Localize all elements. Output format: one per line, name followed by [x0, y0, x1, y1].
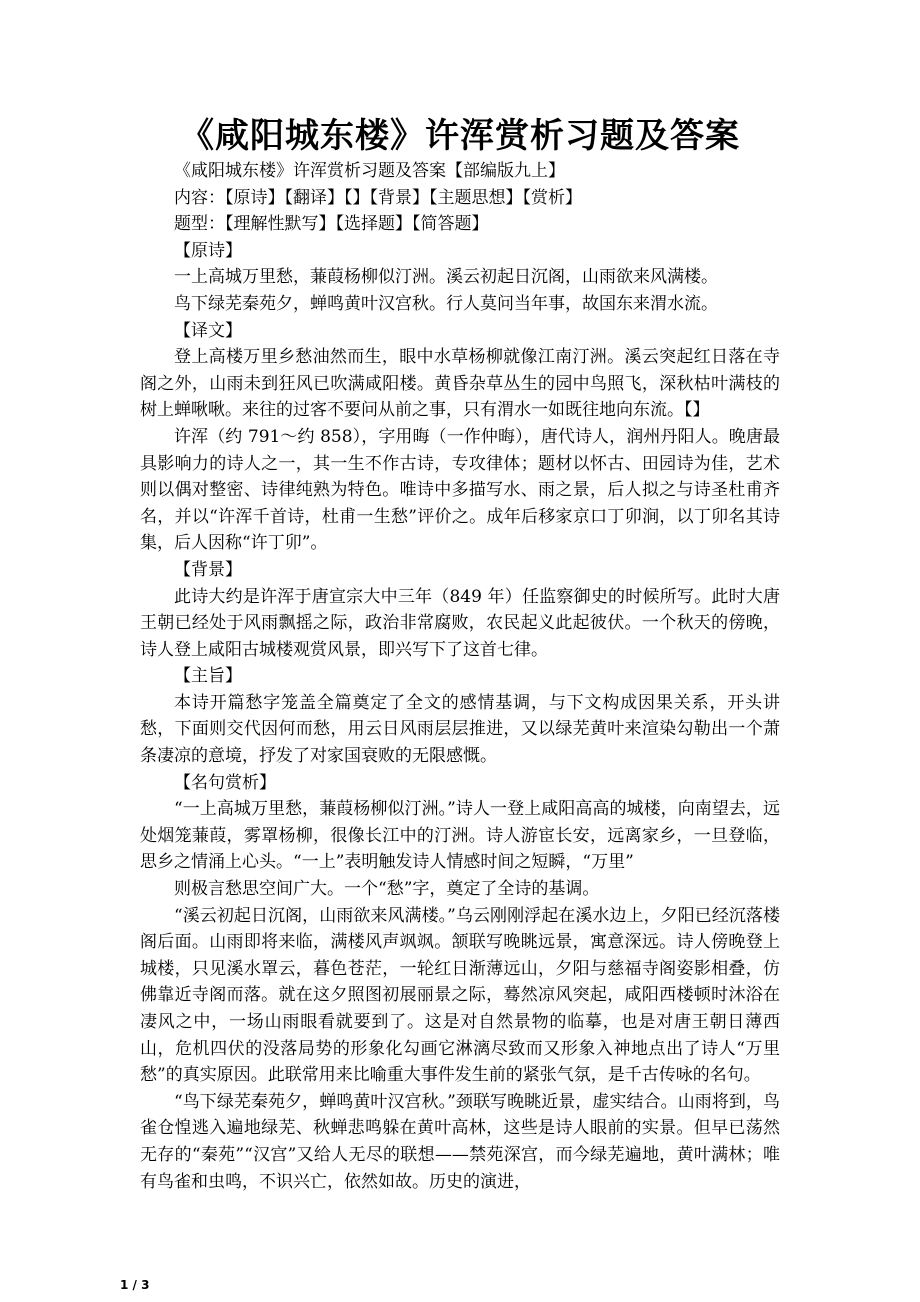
paragraph: “一上高城万里愁，蒹葭杨柳似汀洲。”诗人一登上咸阳高高的城楼，向南望去，远处烟笼蒹葭，雾罩杨柳，很像长江中的汀洲。诗人游宦长安，远离家乡，一旦登临，思乡之情涌上心头。“一上”表明触发诗人情感时间之短瞬，“万里”	[140, 799, 780, 873]
document-body	[140, 158, 780, 1195]
section-heading: 【译文】	[174, 320, 242, 341]
section-heading: 【主旨】	[174, 666, 242, 687]
section-heading: 【背景】	[174, 559, 242, 580]
poem-line: 鸟下绿芜秦苑夕，蝉鸣黄叶汉宫秋。行人莫问当年事，故国东来渭水流。	[174, 293, 718, 314]
paragraph: 此诗大约是许浑于唐宣宗大中三年（849 年）任监察御史的时候所写。此时大唐王朝已经处于风雨飘摇之际，政治非常腐败，农民起义此起彼伏。一个秋天的傍晚，诗人登上咸阳古城楼观赏风景，即兴写下了这首七律。	[140, 586, 780, 660]
paragraph: “溪云初起日沉阁，山雨欲来风满楼。”乌云刚刚浮起在溪水边上，夕阳已经沉落楼阁后面。山雨即将来临，满楼风声飒飒。颔联写晚眺远景，寓意深远。诗人傍晚登上城楼，只见溪水罩云，暮色苍茫，一轮红日渐薄远山，夕阳与慈福寺阁姿影相叠，仿佛靠近寺阁而落。就在这夕照图初展丽景之际，蓦然凉风突起，咸阳西楼顿时沐浴在凄风之中，一场山雨眼看就要到了。这是对自然景物的临摹，也是对唐王朝日薄西山，危机四伏的没落局势的形象化勾画它淋漓尽致而又形象入神地点出了诗人“万里愁”的真实原因。此联常用来比喻重大事件发生前的紧张气氛，是千古传咏的名句。	[140, 905, 780, 1086]
paragraph: 登上高楼万里乡愁油然而生，眼中水草杨柳就像江南汀洲。溪云突起红日落在寺阁之外，山雨未到狂风已吹满咸阳楼。黄昏杂草丛生的园中鸟照飞，深秋枯叶满枝的树上蝉啾啾。来往的过客不要问从前之事，只有渭水一如既往地向东流。【】	[140, 347, 780, 421]
paragraph: 本诗开篇愁字笼盖全篇奠定了全文的感情基调，与下文构成因果关系，开头讲愁，下面则交代因何而愁，用云日风雨层层推进，又以绿芜黄叶来渲染勾勒出一个萧条凄凉的意境，抒发了对家国衰败的无限感慨。	[140, 692, 780, 767]
section-heading: 【名句赏析】	[174, 772, 276, 793]
paragraph: 《咸阳城东楼》许浑赏析习题及答案【部编版九上】	[174, 161, 565, 181]
section-heading: 【原诗】	[174, 240, 242, 261]
paragraph: 内容：【原诗】【翻译】【】【背景】【主题思想】【赏析】	[174, 187, 582, 208]
document-title: 《咸阳城东楼》许浑赏析习题及答案	[180, 116, 740, 156]
paragraph: 题型：【理解性默写】【选择题】【简答题】	[174, 214, 489, 235]
page-number: 1 / 3	[120, 1278, 150, 1292]
paragraph: 许浑（约 791～约 858），字用晦（一作仲晦），唐代诗人，润州丹阳人。晚唐最具影响力的诗人之一，其一生不作古诗，专攻律体；题材以怀古、田园诗为佳，艺术则以偶对整密、诗律纯熟为特色。唯诗中多描写水、雨之景，后人拟之与诗圣杜甫齐名，并以“许浑千首诗，杜甫一生愁”评价之。成年后移家京口丁卯涧，以丁卯名其诗集，后人因称“许丁卯”。	[140, 426, 780, 554]
paragraph: 则极言愁思空间广大。一个“愁”字，奠定了全诗的基调。	[174, 879, 600, 900]
poem-line: 一上高城万里愁，蒹葭杨柳似汀洲。溪云初起日沉阁，山雨欲来风满楼。	[174, 267, 718, 288]
paragraph: “鸟下绿芜秦苑夕，蝉鸣黄叶汉宫秋。”颈联写晚眺近景，虚实结合。山雨将到，鸟雀仓惶逃入遍地绿芜、秋蝉悲鸣躲在黄叶高林，这些是诗人眼前的实景。但早已荡然无存的“秦苑”“汉宫”又给人无尽的联想——禁苑深宫，而今绿芜遍地，黄叶满林；唯有鸟雀和虫鸣，不识兴亡，依然如故。历史的演进，	[140, 1091, 780, 1192]
